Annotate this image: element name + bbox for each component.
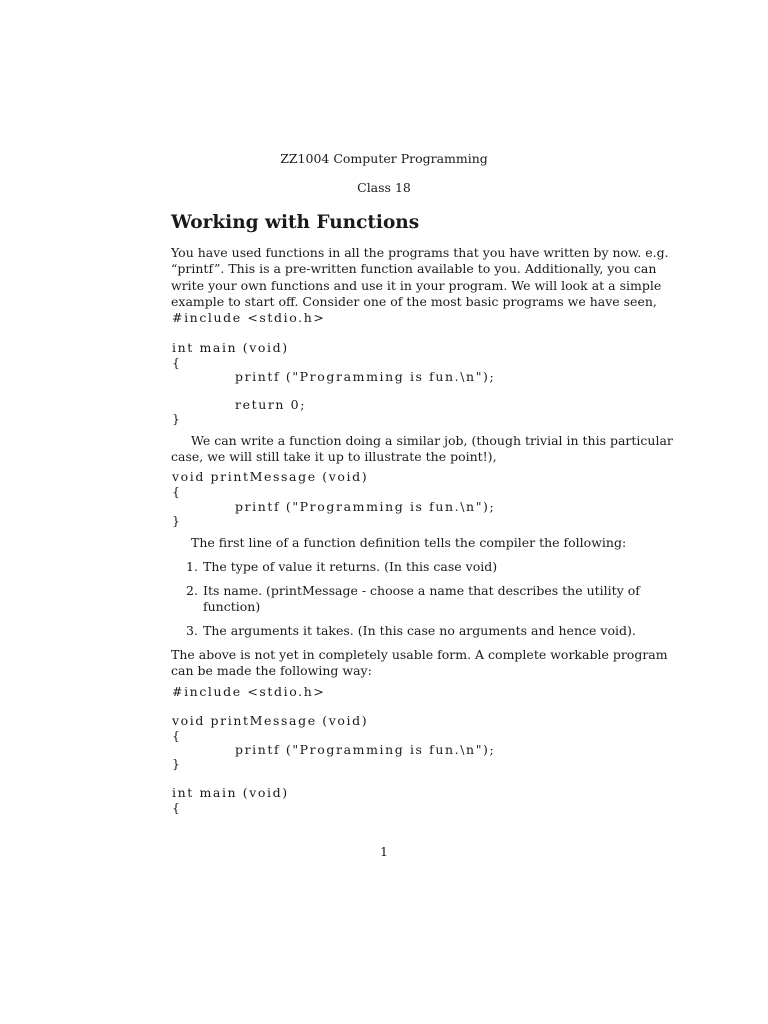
list-item — [186, 559, 617, 575]
class-number: Class 18 — [357, 180, 411, 195]
intro-line: write your own functions and use it in your program. We will look at a simple — [171, 277, 662, 293]
code-function-declaration: void printMessage (void) — [172, 469, 369, 484]
intro-line: You have used functions in all the programs that you have written by now. e.g. — [171, 245, 669, 260]
workable-program-line: The above is not yet in completely usable form. A complete workable program — [171, 647, 668, 662]
code-include: #include <stdio.h> — [172, 310, 326, 325]
course-title: ZZ1004 Computer Programming — [280, 151, 488, 166]
code-open-brace: { — [172, 800, 182, 815]
code-close-brace: } — [172, 513, 182, 528]
code-main-declaration: int main (void) — [172, 785, 289, 800]
code-main-declaration: int main (void) — [172, 340, 289, 355]
list-item-text: The type of value it returns. (In this case void) — [203, 559, 498, 574]
code-open-brace: { — [172, 484, 182, 499]
code-close-brace: } — [172, 756, 182, 771]
code-printf-line: printf ("Programming is fun.\n"); — [235, 742, 496, 757]
code-return-line: return 0; — [235, 397, 307, 412]
intro-paragraph — [171, 245, 669, 310]
list-item — [186, 623, 636, 639]
intro-line: example to start off. Consider one of the most basic programs we have seen, — [171, 293, 657, 309]
list-item-number: 2. — [186, 583, 198, 598]
list-item-text: The arguments it takes. (In this case no arguments and hence void). — [203, 623, 636, 638]
code-open-brace: { — [172, 728, 182, 743]
list-item-text: function) — [203, 599, 261, 614]
definition-intro-text: The first line of a function definition tells the compiler the following: — [191, 535, 627, 550]
workable-program-paragraph — [171, 647, 668, 680]
list-item-number: 1. — [186, 559, 198, 574]
function-paragraph-line: case, we will still take it up to illustrate the point!), — [171, 449, 497, 465]
list-item-number: 3. — [186, 623, 198, 638]
code-function-declaration: void printMessage (void) — [172, 713, 369, 728]
function-paragraph-line: We can write a function doing a similar job, (though trivial in this particular — [191, 433, 673, 448]
code-printf-line: printf ("Programming is fun.\n"); — [235, 499, 496, 514]
code-printf-line: printf ("Programming is fun.\n"); — [235, 369, 496, 384]
workable-program-line: can be made the following way: — [171, 663, 372, 679]
page-number: 1 — [380, 844, 388, 859]
intro-line: “printf”. This is a pre-written function available to you. Additionally, you can — [171, 261, 657, 277]
code-close-brace: } — [172, 411, 182, 426]
function-paragraph — [171, 433, 673, 466]
code-include: #include <stdio.h> — [172, 684, 326, 699]
code-open-brace: { — [172, 355, 182, 370]
section-title: Working with Functions — [171, 212, 420, 233]
list-item — [186, 583, 640, 615]
list-item-text: Its name. (printMessage - choose a name that describes the utility of — [203, 583, 640, 598]
